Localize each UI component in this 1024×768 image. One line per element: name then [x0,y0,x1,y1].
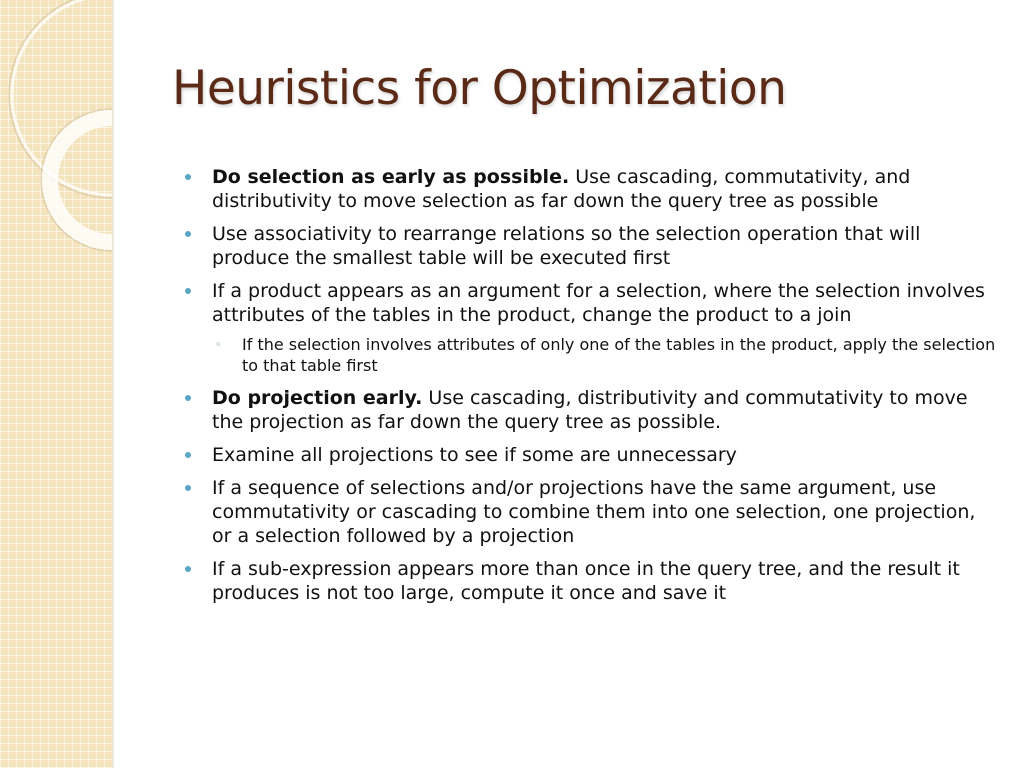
bullet-text: Use cascading, distributivity and commutativity to move the projection as far down the query tree as possible. [212,387,968,433]
bullet-text: Examine all projections to see if some are unnecessary [212,444,737,466]
hollow-circle-bullet-icon: ◦ [215,338,222,351]
bullet-dot-icon [185,395,191,401]
decorative-circles [0,0,112,768]
bullet-dot-icon [185,452,191,458]
bullet-item [182,476,996,548]
bullet-dot-icon [185,231,191,237]
decorative-side-panel [0,0,112,768]
bullet-item [182,222,996,270]
side-panel-shadow [112,0,115,768]
bullet-text: If a sub-expression appears more than once in the query tree, and the result it produces is not too large, compute it once and save it [212,558,960,604]
bullet-item [182,386,996,434]
bullet-item [182,279,996,327]
bullet-text: Use cascading, commutativity, and distributivity to move selection as far down the query tree as possible [212,166,911,212]
bullet-item [182,557,996,605]
bullet-dot-icon [185,174,191,180]
bullet-list [182,165,996,605]
bullet-dot-icon [185,288,191,294]
bullet-bold-text: Do projection early. [212,387,423,409]
slide-content [182,165,996,614]
bullet-dot-icon [185,485,191,491]
bullet-item [182,443,996,467]
bullet-dot-icon [185,566,191,572]
bullet-text: If a sequence of selections and/or projections have the same argument, use commutativity or cascading to combine them into one selection, one projection, or a selection followed by a projection [212,477,976,547]
bullet-text: If a product appears as an argument for a selection, where the selection involves attributes of the tables in the product, change the product to a join [212,280,985,326]
sub-bullet-text: If the selection involves attributes of only one of the tables in the product, apply the selection to that table first [242,335,996,375]
slide-title: Heuristics for Optimization [172,61,787,116]
bullet-text: Use associativity to rearrange relations so the selection operation that will produce the smallest table will be executed first [212,223,921,269]
sub-bullet-item [182,334,996,376]
bullet-item [182,165,996,213]
bullet-bold-text: Do selection as early as possible. [212,166,570,188]
